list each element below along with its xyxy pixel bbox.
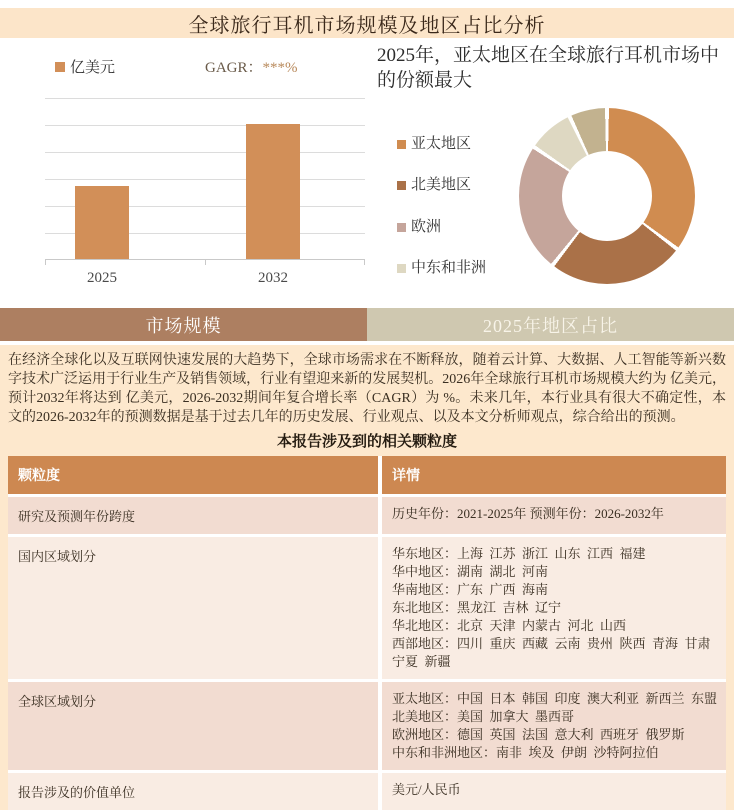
detail-line: 华东地区：上海 江苏 浙江 山东 江西 福建: [392, 546, 646, 561]
x-axis-label-2032: 2032: [258, 270, 288, 286]
detail-line: 亚太地区：中国 日本 韩国 印度 澳大利亚 新西兰 东盟: [392, 691, 718, 706]
table-row-detail: [382, 537, 726, 679]
bar-chart-plot-area: [45, 98, 365, 286]
cagr-label: GAGR：: [205, 60, 263, 76]
detail-line: 华南地区：广东 广西 海南: [392, 582, 549, 597]
tab-region-share[interactable]: 2025年地区占比: [367, 308, 734, 341]
detail-line: 华北地区：北京 天津 内蒙古 河北 山西: [392, 618, 627, 633]
detail-line: 东北地区：黑龙江 吉林 辽宁: [392, 600, 562, 615]
table-row-label: 全球区域划分: [8, 682, 378, 770]
detail-line: 华中地区：湖南 湖北 河南: [392, 564, 549, 579]
legend-item-mea: [397, 260, 486, 277]
cagr-annotation: [205, 56, 298, 77]
granularity-table: [8, 456, 726, 810]
axis-tick: [364, 260, 365, 265]
bar-2025: [75, 186, 129, 259]
donut-heading: 2025年，亚太地区在全球旅行耳机市场中的份额最大: [377, 45, 720, 91]
bar-chart-legend: [55, 56, 115, 77]
axis-tick: [45, 260, 46, 265]
detail-line: 中东和非洲地区：南非 埃及 伊朗 沙特阿拉伯: [392, 745, 659, 760]
detail-line: 欧洲地区：德国 英国 法国 意大利 西班牙 俄罗斯: [392, 727, 685, 742]
legend-swatch-icon: [55, 62, 65, 72]
cagr-value: ***%: [262, 60, 298, 76]
detail-line: 西部地区：四川 重庆 西藏 云南 贵州 陕西 青海 甘肃 宁夏 新疆: [392, 636, 718, 669]
legend-swatch-icon: [397, 181, 406, 190]
donut-legend: [397, 136, 486, 277]
legend-item-europe: [397, 219, 486, 236]
table-row-label: 报告涉及的价值单位: [8, 773, 378, 810]
table-row-detail: [382, 773, 726, 810]
axis-tick: [205, 260, 206, 265]
charts-row: [0, 38, 734, 300]
legend-label: 中东和非洲: [411, 259, 487, 276]
legend-unit-label: 亿美元: [70, 60, 116, 76]
granularity-table-title: 本报告涉及到的相关颗粒度: [276, 433, 457, 450]
summary-paragraph: 在经济全球化以及互联网快速发展的大趋势下，全球市场需求在不断释放，随着云计算、大数据、人工智能等新兴数字技术广泛运用于行业生产及销售领域，行业有望迎来新的发展契机。2026年全球旅行耳机市场规模大约为 亿美元，预计2032年将达到 亿美元，2026-2032期间年复合增长率（CAGR）为 %。未来几年，本行业具有很大不确定性，本文的2026-2032年的预测数据是基于过去几年的历史发展、行业观点、以及本文分析师观点，综合给出的预测。: [8, 353, 726, 425]
column-header-granularity: 颗粒度: [8, 456, 378, 494]
donut-chart-pane: [367, 38, 734, 300]
section-tabs: [0, 308, 734, 341]
legend-label: 亚太地区: [411, 136, 472, 152]
page-title-bar: [0, 8, 734, 38]
table-row-detail: [382, 682, 726, 770]
table-row-detail: [382, 497, 726, 534]
bar-chart-pane: [0, 38, 367, 300]
detail-line: 北美地区：美国 加拿大 墨西哥: [392, 709, 575, 724]
table-row-label: 国内区域划分: [8, 537, 378, 679]
legend-swatch-icon: [397, 223, 406, 232]
detail-line: 历史年份：2021-2025年 预测年份：2026-2032年: [392, 506, 664, 521]
detail-line: 美元/人民币: [392, 782, 461, 797]
page-title: 全球旅行耳机市场规模及地区占比分析: [188, 14, 546, 37]
legend-label: 欧洲: [411, 218, 442, 235]
legend-item-north-america: [397, 177, 486, 194]
table-row-label: 研究及预测年份跨度: [8, 497, 378, 534]
column-header-details: 详情: [382, 456, 726, 494]
legend-swatch-icon: [397, 140, 406, 149]
legend-item-apac: [397, 136, 486, 153]
bar-2032: [246, 124, 300, 259]
legend-swatch-icon: [397, 264, 406, 273]
donut-hole: [562, 151, 652, 241]
legend-label: 北美地区: [411, 177, 472, 194]
tab-market-size[interactable]: 市场规模: [0, 308, 367, 341]
report-summary-section: [0, 345, 734, 810]
x-axis-label-2025: 2025: [87, 270, 117, 286]
